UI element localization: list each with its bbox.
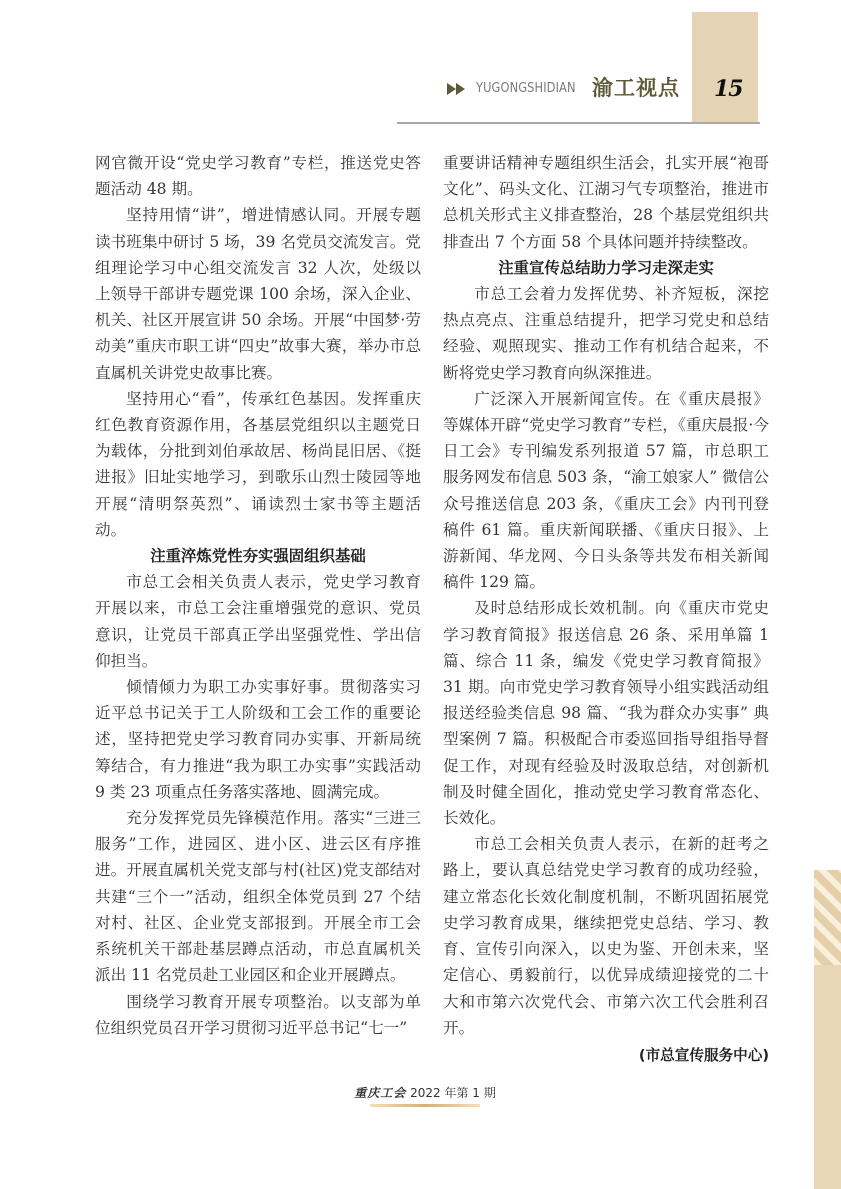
right-column xyxy=(443,150,769,1069)
paragraph: 倾情倾力为职工办实事好事。贯彻落实习近平总书记关于工人阶级和工会工作的重要论述，坚持把党史学习教育同办实事、开新局统筹结合，有力推进“我为职工办实事”实践活动 9 类 23 项重点任务落实落地、圆满完成。 xyxy=(95,678,421,801)
header-tab xyxy=(692,12,758,122)
page-number: 15 xyxy=(714,76,743,102)
article-source: (市总宣传服务中心) xyxy=(638,1046,769,1064)
paragraph: 广泛深入开展新闻宣传。在《重庆晨报》等媒体开辟“党史学习教育”专栏，《重庆晨报·今日工会》专刊编发系列报道 57 篇，市总职工服务网发布信息 503 条，“渝工娘家人” 微信公众号推送信息 203 条，《重庆工会》内刊刊登稿件 61 篇。重庆新闻联播、《重庆日报》、上游新闻、华龙网、今日头条等共发布相关新闻稿件 129 篇。 xyxy=(443,389,769,592)
section-heading: 注重宣传总结助力学习走深走实 xyxy=(498,258,714,277)
left-column xyxy=(95,150,421,1041)
paragraph: 充分发挥党员先锋模范作用。落实“三进三服务”工作，进园区、进小区、进云区有序推进。开展直属机关党支部与村(社区)党支部结对共建“三个一”活动，组织全体党员到 27 个结对村、社区、企业党支部报到。开展全市工会系统机关干部赴基层蹲点活动，市总直属机关派出 11 名党员赴工业园区和企业开展蹲点。 xyxy=(95,809,421,985)
paragraph: 市总工会着力发挥优势、补齐短板，深挖热点亮点、注重总结提升，把学习党史和总结经验、观照现实、推动工作有机结合起来，不断将党史学习教育向纵深推进。 xyxy=(443,285,769,382)
paragraph: 市总工会相关负责人表示，党史学习教育开展以来，市总工会注重增强党的意识、党员意识，让党员干部真正学出坚强党性、学出信仰担当。 xyxy=(95,573,421,670)
magazine-name: 重庆工会 xyxy=(354,1086,407,1100)
paragraph: 网官微开设“党史学习教育”专栏，推送党史答题活动 48 期。 xyxy=(95,154,421,199)
header-rule xyxy=(397,122,760,124)
section-title: 渝工视点 xyxy=(592,76,680,100)
paragraph: 市总工会相关负责人表示，在新的赶考之路上，要认真总结党史学习教育的成功经验，建立常态化长效化制度机制，不断巩固拓展党史学习教育成果，继续把党史总结、学习、教育、宣传引向深入，以史为鉴、开创未来，坚定信心、勇毅前行，以优异成绩迎接党的二十大和市第六次党代会、市第六次工代会胜利召开。 xyxy=(443,835,769,1037)
paragraph: 重要讲话精神专题组织生活会，扎实开展“袍哥文化”、码头文化、江湖习气专项整治，推进市总机关形式主义排查整治，28 个基层党组织共排查出 7 个方面 58 个具体问题并持续整改。 xyxy=(443,154,769,251)
fast-forward-icon xyxy=(447,83,467,95)
issue-label: 2022 年第 1 期 xyxy=(410,1086,496,1100)
paragraph: 坚持用心“看”，传承红色基因。发挥重庆红色教育资源作用，各基层党组织以主题党日为载体，分批到刘伯承故居、杨尚昆旧居、《挺进报》旧址实地学习，到歌乐山烈士陵园等地开展“清明祭英烈”、诵读烈士家书等主题活动。 xyxy=(95,389,421,539)
footer xyxy=(300,1084,550,1102)
section-heading: 注重淬炼党性夯实强固组织基础 xyxy=(150,547,366,566)
paragraph: 围绕学习教育开展专项整治。以支部为单位组织党员召开学习贯彻习近平总书记“七一” xyxy=(95,992,421,1037)
side-decoration-stripe xyxy=(814,870,841,1189)
paragraph: 及时总结形成长效机制。向《重庆市党史学习教育简报》报送信息 26 条、采用单篇 1 篇、综合 11 条，编发《党史学习教育简报》31 期。向市党史学习教育领导小组实践活动组报送经验类信息 98 篇、“我为群众办实事” 典型案例 7 篇。积极配合市委巡回指导组指导督促工作，对现有经验及时汲取总结，对创新机制及时健全固化，推动党史学习教育常态化、长效化。 xyxy=(443,599,769,828)
section-latin-name: YUGONGSHIDIAN xyxy=(476,81,576,96)
footer-underline xyxy=(370,1104,480,1107)
diagonal-hatch-decoration xyxy=(814,870,841,965)
paragraph: 坚持用情“讲”，增进情感认同。开展专题读书班集中研讨 5 场，39 名党员交流发言。党组理论学习中心组交流发言 32 人次，处级以上领导干部讲专题党课 100 余场，深入企业、机关、社区开展宣讲 50 余场。开展“中国梦·劳动美”重庆市职工讲“四史”故事大赛，举办市总直属机关讲党史故事比赛。 xyxy=(95,206,421,382)
